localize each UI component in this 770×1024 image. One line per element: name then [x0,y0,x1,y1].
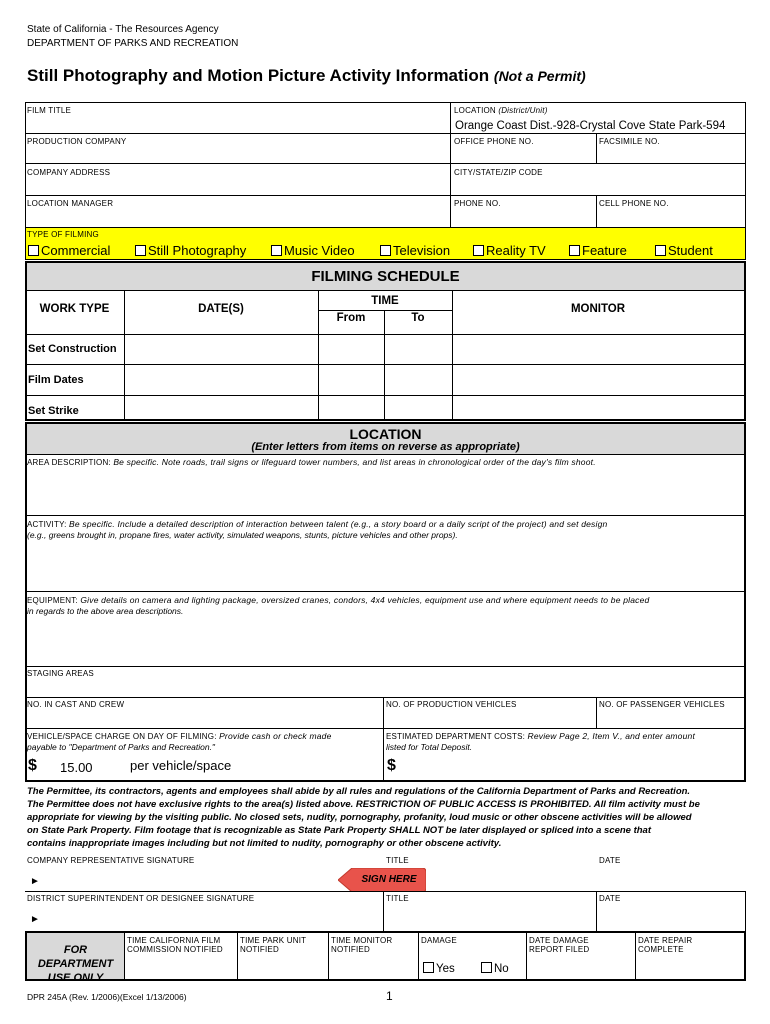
divider [25,364,746,365]
label-line: COMMISSION NOTIFIED [127,945,223,954]
checkbox-label: Music Video [284,243,355,258]
divider [25,454,746,455]
location-note: (District/Unit) [498,106,548,115]
label-line: DATE DAMAGE [529,936,589,945]
divider [418,931,419,981]
city-state-zip-label: CITY/STATE/ZIP CODE [454,168,543,177]
checkbox-box[interactable] [473,245,484,256]
checkbox-label: Student [668,243,713,258]
company-rep-date-field[interactable] [599,868,744,890]
area-description-label [27,457,742,467]
checkbox-label: No [494,963,509,975]
area-instructions: Be specific. Note roads, trail signs or lifeguard tower numbers, and list areas in chronological order of the day's film shoot. [113,457,596,467]
divider [383,697,384,782]
checkbox-box[interactable] [423,962,434,973]
activity-instructions: Be specific. Include a detailed description of interaction between talent (e.g., a story board or a daily script of the project) and set design [69,519,608,529]
date-label-2: DATE [599,894,621,903]
equipment-instructions: Give details on camera and lighting package, oversized cranes, condors, 4x4 vehicles, equipment use and where equipment needs to be placed [80,595,650,605]
vehicle-charge-instructions-2: payable to "Department of Parks and Recreation." [27,742,215,752]
divider [328,931,329,981]
damage-yes-checkbox[interactable] [423,962,455,975]
production-vehicles-field[interactable] [386,710,594,726]
checkbox-label: Yes [436,963,455,975]
terms-text [27,785,700,850]
label-line: NOTIFIED [331,945,370,954]
terms-line: The Permittee, its contractors, agents and employees shall abide by all rules and regulations of the California Department of Parks and Recreation. [27,786,691,797]
label-line: TIME MONITOR [331,936,393,945]
col-to: To [411,312,425,324]
location-value[interactable]: Orange Coast Dist.-928-Crystal Cove State Park-594 [455,120,726,132]
divider [596,133,597,163]
divider [384,310,385,421]
divider [25,591,746,592]
charge-amount[interactable]: 15.00 [60,760,93,775]
production-company-label: PRODUCTION COMPANY [27,137,127,146]
department-name: DEPARTMENT OF PARKS AND RECREATION [27,38,239,49]
equipment-label-text: EQUIPMENT: [27,596,78,605]
equipment-label [27,595,649,605]
est-costs-label-text: ESTIMATED DEPARTMENT COSTS: [386,732,526,741]
page-title [27,66,586,86]
date-label: DATE [599,856,621,865]
checkbox-label: Feature [582,243,627,258]
type-of-filming-label: TYPE OF FILMING [27,230,99,239]
divider [25,395,746,396]
activity-label-text: ACTIVITY: [27,520,67,529]
divider [526,931,527,981]
col-monitor: MONITOR [570,303,626,315]
divider [25,515,746,516]
arrow-icon: ► [30,876,40,887]
checkbox-television[interactable] [380,243,450,258]
activity-label [27,519,607,529]
label-line: COMPLETE [638,945,684,954]
divider [25,290,746,291]
checkbox-feature[interactable] [569,243,627,258]
terms-line: appropriate for viewing by the visiting public. No closed sets, nudity, pornography, profanity, loud music or other obscene activities will be allowed [27,812,692,823]
office-phone-field[interactable] [454,147,594,162]
est-costs-label [386,731,695,741]
terms-line: on State Park Property. Film footage that is recognizable as State Park Property SHALL NOT be later displayed or spliced into a scene that [27,825,651,836]
equipment-instructions-2: in regards to the above area descriptions. [27,606,184,616]
damage-no-checkbox[interactable] [481,962,509,975]
label-line: TIME CALIFORNIA FILM [127,936,221,945]
district-super-signature-field[interactable] [45,906,380,929]
passenger-vehicles-label: NO. OF PASSENGER VEHICLES [599,700,725,709]
label-line: NOTIFIED [240,945,279,954]
divider [596,195,597,228]
divider [25,891,746,892]
divider [25,133,746,134]
checkbox-box[interactable] [655,245,666,256]
staging-areas-label: STAGING AREAS [27,669,94,678]
dept-use-label: FOR DEPARTMENT USE ONLY [37,944,114,984]
monitor-notified-label [331,936,392,954]
row-set-construction: Set Construction [28,343,117,355]
production-vehicles-label: NO. OF PRODUCTION VEHICLES [386,700,517,709]
staging-areas-field[interactable] [27,679,744,695]
col-from: From [336,312,366,324]
checkbox-music-video[interactable] [271,243,355,258]
divider [745,891,746,931]
agency-name: State of California - The Resources Agency [27,24,219,35]
checkbox-label: Television [393,243,451,258]
col-dates: DATE(S) [198,303,244,315]
damage-label: DAMAGE [421,936,457,945]
company-address-field[interactable] [27,178,447,194]
checkbox-commercial[interactable] [28,243,110,258]
title-note: (Not a Permit) [493,68,586,84]
divider [237,931,238,981]
divider [25,163,746,164]
schedule-title: FILMING SCHEDULE [311,268,460,285]
checkbox-box[interactable] [135,245,146,256]
divider [25,666,746,667]
sign-here-text: SIGN HERE [361,874,417,885]
arrow-icon: ► [30,914,40,925]
row-set-strike: Set Strike [28,405,79,417]
cell-phone-field[interactable] [599,209,744,226]
est-costs-field[interactable] [405,758,735,776]
label-line: TIME PARK UNIT [240,936,307,945]
divider [25,334,746,335]
checkbox-box[interactable] [28,245,39,256]
area-description-field[interactable] [27,470,744,514]
checkbox-label: Reality TV [486,243,546,258]
terms-line: contains inappropriate images including but not limited to nudity, pornography or other obscene activity. [27,838,502,849]
film-title-field[interactable] [27,116,447,132]
phone-no-label: PHONE NO. [454,199,501,208]
divider [124,931,125,981]
equipment-field[interactable] [27,618,744,665]
repair-complete-label [638,936,692,954]
district-super-label: DISTRICT SUPERINTENDENT OR DESIGNEE SIGNATURE [27,894,255,903]
title-text: Still Photography and Motion Picture Activity Information [27,66,490,85]
divider [596,891,597,931]
checkbox-label: Still Photography [148,243,247,258]
divider [25,697,746,698]
office-phone-label: OFFICE PHONE NO. [454,137,534,146]
divider [596,697,597,728]
film-title-label: FILM TITLE [27,106,72,115]
divider [383,891,384,931]
company-rep-signature-field[interactable] [45,868,335,890]
title-label: TITLE [386,856,409,865]
divider [25,728,746,729]
checkbox-label: Commercial [41,243,111,258]
checkbox-box[interactable] [481,962,492,973]
cell-phone-label: CELL PHONE NO. [599,199,669,208]
location-title: LOCATION [349,426,422,442]
label-line: DATE REPAIR [638,936,693,945]
film-commission-label [127,936,223,954]
charge-dollar-sign: $ [28,757,37,774]
checkbox-box[interactable] [569,245,580,256]
cast-crew-field[interactable] [27,710,382,726]
page-number: 1 [386,989,393,1003]
facsimile-label: FACSIMILE NO. [599,137,660,146]
district-super-title-field[interactable] [386,906,594,929]
company-rep-label: COMPANY REPRESENTATIVE SIGNATURE [27,856,195,865]
checkbox-student[interactable] [655,243,713,258]
company-address-label: COMPANY ADDRESS [27,168,111,177]
area-label: AREA DESCRIPTION: [27,458,111,467]
divider [450,102,451,228]
checkbox-box[interactable] [271,245,282,256]
location-subtitle: (Enter letters from items on reverse as appropriate) [251,441,520,453]
district-super-date-field[interactable] [599,906,744,929]
activity-field[interactable] [27,542,744,590]
location-manager-label: LOCATION MANAGER [27,199,114,208]
col-time: TIME [371,295,399,307]
park-unit-label [240,936,306,954]
title-label-2: TITLE [386,894,409,903]
vehicle-charge-label-text: VEHICLE/SPACE CHARGE ON DAY OF FILMING: [27,732,217,741]
divider [635,931,636,981]
checkbox-box[interactable] [380,245,391,256]
location-label [454,106,548,115]
est-costs-dollar-sign: $ [387,757,396,774]
divider [318,310,452,311]
location-manager-field[interactable] [27,209,447,226]
divider [25,195,746,196]
vehicle-charge-instructions: Provide cash or check made [219,731,332,741]
damage-report-label [529,936,589,954]
production-company-field[interactable] [27,147,447,162]
est-costs-instructions: Review Page 2, Item V., and enter amount [527,731,696,741]
per-vehicle-text: per vehicle/space [130,758,232,773]
location-label-text: LOCATION [454,106,496,115]
passenger-vehicles-field[interactable] [599,710,744,726]
form-id: DPR 245A (Rev. 1/2006)(Excel 1/13/2006) [27,992,187,1002]
activity-instructions-2: (e.g., greens brought in, propane fires, water activity, simulated weapons, stunts, picture vehicles and other props). [27,530,458,540]
est-costs-instructions-2: listed for Total Deposit. [386,742,473,752]
label-line: REPORT FILED [529,945,590,954]
checkbox-still-photography[interactable] [135,243,246,258]
checkbox-reality-tv[interactable] [473,243,546,258]
vehicle-charge-label [27,731,332,741]
cast-crew-label: NO. IN CAST AND CREW [27,700,125,709]
facsimile-field[interactable] [599,147,744,162]
terms-line: The Permittee does not have exclusive rights to the area(s) listed above. RESTRICTION OF PUBLIC ACCESS IS PROHIBITED. All film activity must be [27,799,700,810]
col-work-type: WORK TYPE [39,303,110,315]
phone-no-field[interactable] [454,209,594,226]
row-film-dates: Film Dates [28,374,84,386]
city-state-zip-field[interactable] [454,178,744,194]
